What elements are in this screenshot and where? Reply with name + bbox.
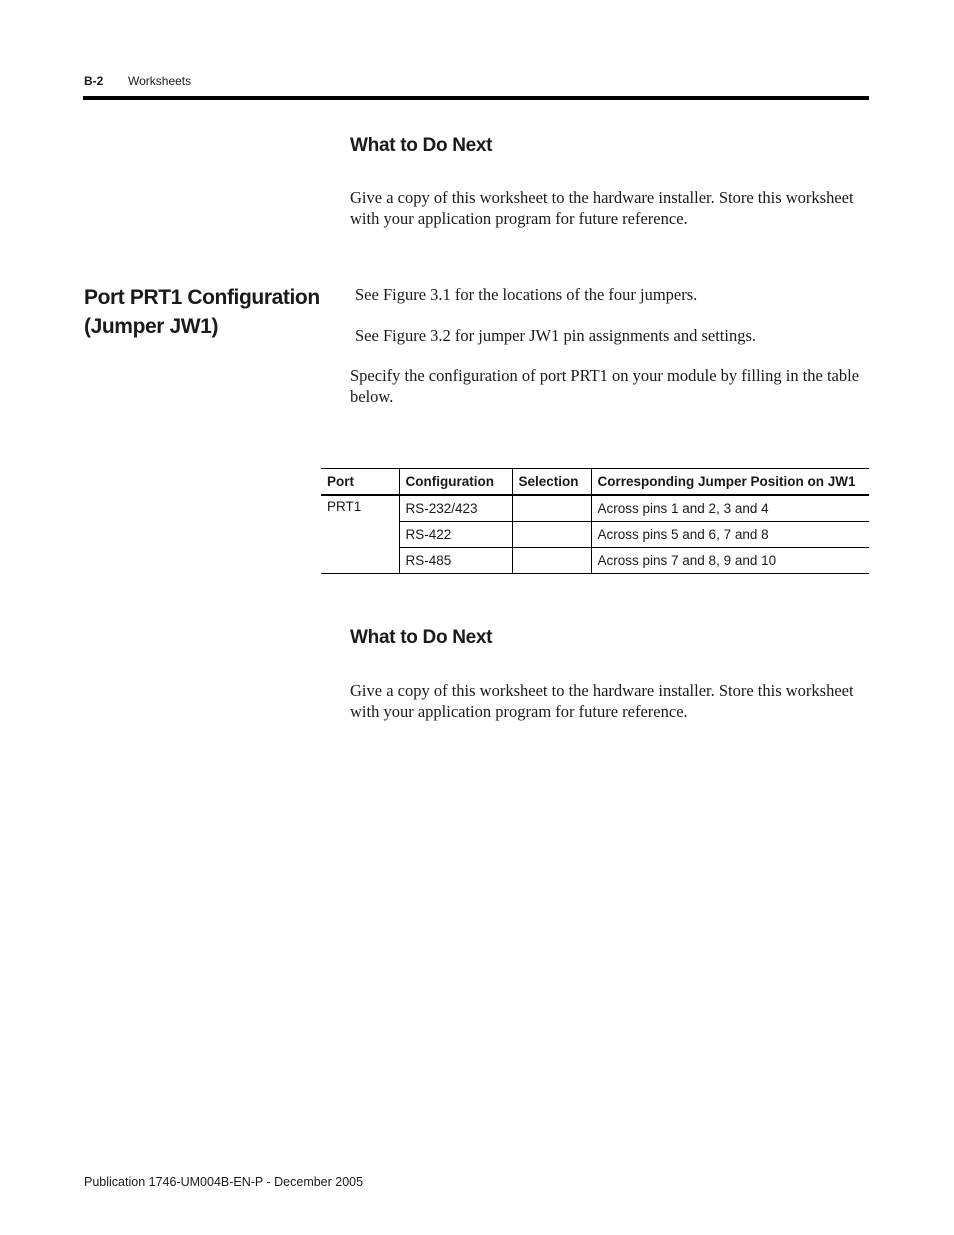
configuration-cell: RS-422 — [399, 522, 512, 548]
column-header-configuration: Configuration — [399, 469, 512, 496]
column-header-port: Port — [321, 469, 399, 496]
selection-cell[interactable] — [512, 548, 591, 574]
section-heading-port-prt1 — [84, 283, 334, 341]
configuration-cell: RS-485 — [399, 548, 512, 574]
configuration-cell: RS-232/423 — [399, 495, 512, 522]
config-instruction: Specify the configuration of port PRT1 on your module by filling in the table below. — [350, 366, 860, 406]
page-number: B-2 — [84, 74, 104, 88]
jumper-position-cell: Across pins 1 and 2, 3 and 4 — [591, 495, 869, 522]
jumper-position-cell: Across pins 7 and 8, 9 and 10 — [591, 548, 869, 574]
table-row — [321, 495, 869, 522]
section-body-what-to-do-next-2: Give a copy of this worksheet to the hardware installer. Store this worksheet with your application program for future reference. — [350, 681, 854, 721]
port-cell: PRT1 — [321, 495, 399, 574]
column-header-jumper-position: Corresponding Jumper Position on JW1 — [591, 469, 869, 496]
figure-reference-2: See Figure 3.2 for jumper JW1 pin assignments and settings. — [355, 326, 756, 345]
port-configuration-table — [321, 468, 869, 574]
section-body-what-to-do-next: Give a copy of this worksheet to the hardware installer. Store this worksheet with your application program for future reference. — [350, 188, 854, 228]
heading-line-2: (Jumper JW1) — [84, 315, 219, 338]
figure-reference-1: See Figure 3.1 for the locations of the four jumpers. — [355, 285, 698, 304]
heading-line-1: Port PRT1 Configuration — [84, 286, 320, 309]
table-row — [321, 522, 869, 548]
selection-cell[interactable] — [512, 495, 591, 522]
section-heading-what-to-do-next-2: What to Do Next — [350, 627, 493, 648]
table-row — [321, 548, 869, 574]
running-header-section: Worksheets — [128, 74, 192, 88]
section-heading-what-to-do-next: What to Do Next — [350, 135, 493, 156]
header-rule — [83, 96, 869, 100]
column-header-selection: Selection — [512, 469, 591, 496]
selection-cell[interactable] — [512, 522, 591, 548]
publication-footer: Publication 1746-UM004B-EN-P - December 2005 — [84, 1175, 364, 1189]
table-header-row — [321, 469, 869, 496]
jumper-position-cell: Across pins 5 and 6, 7 and 8 — [591, 522, 869, 548]
